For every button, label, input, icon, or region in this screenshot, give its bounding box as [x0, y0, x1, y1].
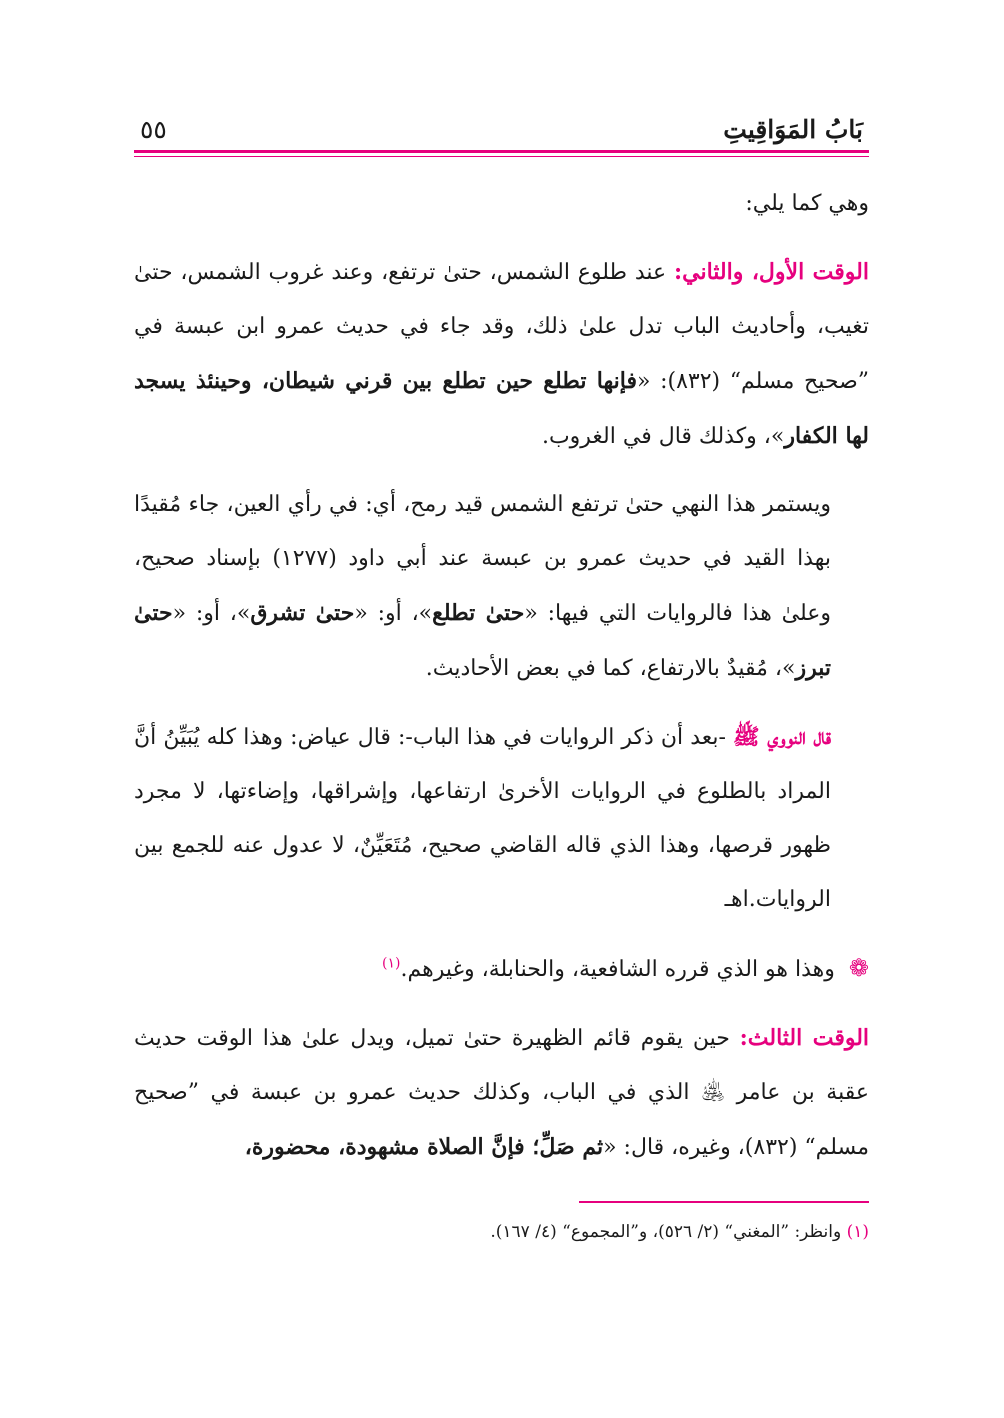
body-text: [134, 177, 869, 1175]
paragraph-madhhab-note: [134, 941, 869, 997]
paragraph-text: وهذا هو الذي قرره الشافعية، والحنابلة، وغيرهم.: [400, 957, 835, 982]
header-rule-thin: [134, 156, 869, 157]
footnote-separator: [579, 1201, 869, 1203]
paragraph-text: -بعد أن ذكر الروايات في هذا الباب-: قال عياض: وهذا كله يُبَيِّنُ أنَّ المراد بالطلوع في الروايات الأخرىٰ ارتفاعها، وإشراقها، وإضاءتها، لا مجرد ظهور قرصها، وهذا الذي قاله القاضي صحيح، مُتَعَيِّنٌ، لا عدول عنه للجمع بين الروايات.اهـ: [134, 725, 831, 912]
section-heading-third: الوقت الثالث:: [739, 1025, 870, 1051]
paragraph-text: عند طلوع الشمس، حتىٰ ترتفع، وعند غروب الشمس، حتىٰ تغيب، وأحاديث الباب تدل علىٰ ذلك، وقد جاء في حديث عمرو ابن عبسة في ”صحيح مسلم“ (٨٣٢): «: [134, 260, 869, 394]
document-page: [134, 100, 869, 1247]
nawawi-heading: قال النووي ﷺ: [733, 724, 831, 750]
paragraph-text: »، مُقيدٌ بالارتفاع، كما في بعض الأحاديث.: [425, 656, 796, 681]
footnote-reference[interactable]: (١): [381, 955, 401, 972]
paragraph-text: »، أو: «: [172, 601, 251, 626]
hadith-quote: حتىٰ تطلع: [432, 600, 525, 626]
footnote: [134, 1217, 869, 1247]
flower-ornament-icon: ❁: [848, 954, 869, 982]
chapter-title: بَابُ المَوَاقِيتِ: [723, 115, 863, 144]
paragraph-first-second-time: [134, 245, 869, 464]
hadith-quote: حتىٰ تبرز: [134, 600, 831, 681]
paragraph-nawawi-quote: [134, 710, 869, 927]
paragraph-text: »، أو: «: [354, 601, 433, 626]
paragraph-text: ويستمر هذا النهي حتىٰ ترتفع الشمس قيد رمح، أي: في رأي العين، جاء مُقيدًا بهذا القيد في حديث عمرو بن عبسة عند أبي داود (١٢٧٧) بإسناد صحيح، وعلىٰ هذا فالروايات التي فيها: «: [134, 492, 831, 626]
paragraph-third-time: [134, 1011, 869, 1175]
paragraph-text: »، وكذلك قال في الغروب.: [541, 424, 785, 449]
paragraph-prohibition-continues: [134, 478, 869, 696]
hadith-quote: فإنها تطلع حين تطلع بين قرني شيطان، وحينئذ يسجد لها الكفار: [134, 368, 869, 449]
hadith-quote: ثم صَلِّ؛ فإنَّ الصلاة مشهودة، محضورة،: [244, 1134, 604, 1160]
hadith-quote: حتىٰ تشرق: [250, 600, 355, 626]
section-heading-first-second: الوقت الأول، والثاني:: [673, 259, 869, 285]
header-rule-thick: [134, 150, 869, 153]
running-header: [134, 100, 869, 144]
paragraph-text: حين يقوم قائم الظهيرة حتىٰ تميل، ويدل علىٰ هذا الوقت حديث عقبة بن عامر ﵁ الذي في الباب، وكذلك حديث عمرو بن عبسة في ”صحيح مسلم“ (٨٣٢)، وغيره، قال: «: [134, 1026, 869, 1160]
page-number: ٥٥: [140, 115, 167, 144]
footnote-text: وانظر: ”المغني“ (٢/ ٥٢٦)، و”المجموع“ (٤/ ١٦٧).: [490, 1222, 847, 1242]
intro-line: وهي كما يلي:: [745, 191, 869, 216]
footnote-number: (١): [846, 1222, 869, 1242]
